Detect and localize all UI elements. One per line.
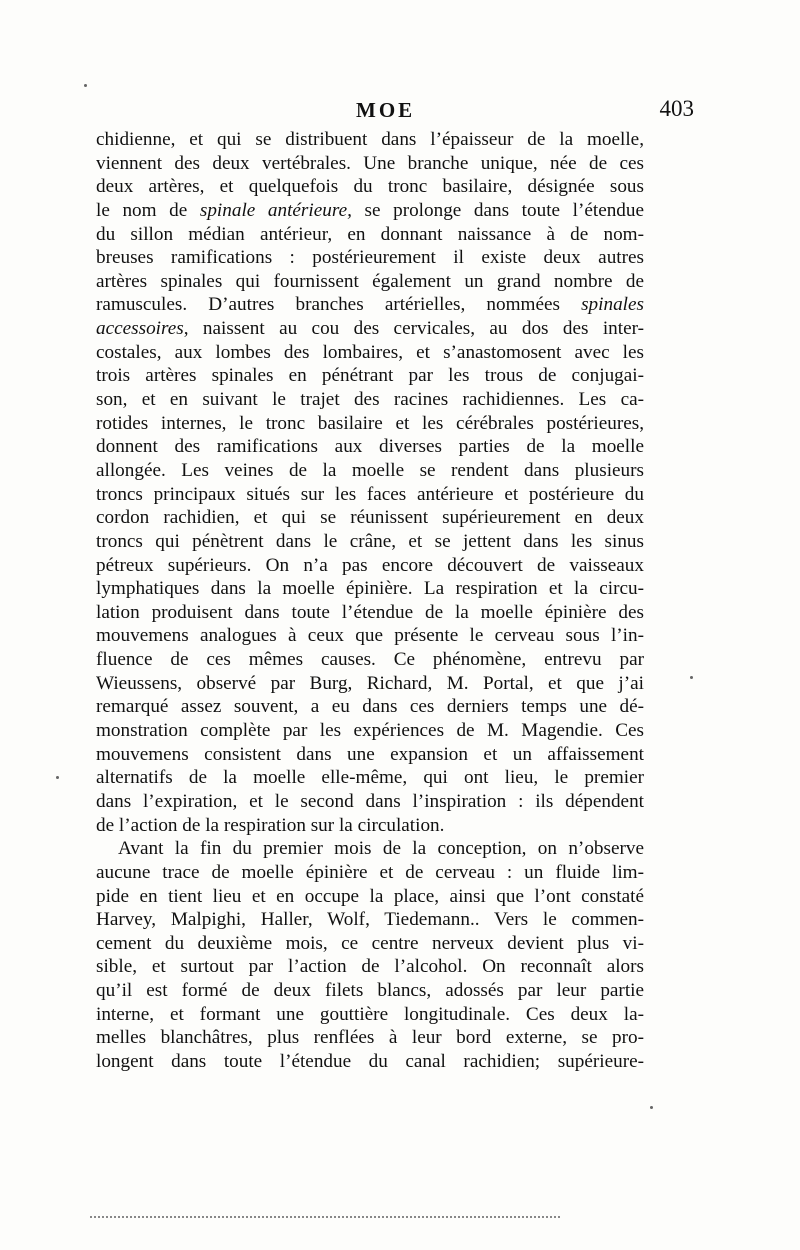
text-line: interne, et formant une gouttière longitudinale. Ces deux la- [96, 1003, 644, 1025]
text-line: costales, aux lombes des lombaires, et s’anastomosent avec les [96, 341, 644, 363]
running-head: MOE [356, 98, 416, 122]
page-header [80, 96, 694, 128]
print-speck [56, 776, 59, 779]
text-line: mouvemens analogues à ceux que présente le cerveau sous l’in- [96, 625, 644, 647]
paragraph [96, 837, 644, 1073]
text-line: pide en tient lieu et en occupe la place, ainsi que l’ont constaté [96, 885, 644, 907]
text-line: deux artères, et quelquefois du tronc basilaire, désignée sous [96, 176, 644, 198]
text-line: alternatifs de la moelle elle-même, qui ont lieu, le premier [96, 767, 644, 789]
text-line: ramuscules. D’autres branches artérielles, nommées spinales [96, 294, 644, 316]
text-line: son, et en suivant le trajet des racines rachidiennes. Les ca- [96, 389, 644, 411]
body-text [96, 128, 644, 1074]
text-line: fluence de ces mêmes causes. Ce phénomène, entrevu par [96, 649, 644, 671]
text-line: pétreux supérieurs. On n’a pas encore découvert de vaisseaux [96, 554, 644, 576]
text-line: le nom de spinale antérieure, se prolonge dans toute l’étendue [96, 199, 645, 221]
text-line: monstration complète par les expériences de M. Magendie. Ces [96, 720, 644, 742]
text-line: Harvey, Malpighi, Haller, Wolf, Tiedemann.. Vers le commen- [96, 909, 644, 931]
text-line: de l’action de la respiration sur la circulation. [96, 814, 445, 836]
footer-rule [90, 1216, 560, 1218]
text-line: lation produisent dans toute l’étendue de la moelle épinière des [96, 601, 644, 623]
text-line: remarqué assez souvent, a eu dans ces derniers temps une dé- [96, 696, 644, 718]
text-line: breuses ramifications : postérieurement il existe deux autres [96, 247, 644, 269]
print-speck [690, 676, 693, 679]
text-line: trois artères spinales en pénétrant par les trous de conjugai- [96, 365, 644, 387]
text-line: lymphatiques dans la moelle épinière. La respiration et la circu- [96, 578, 644, 600]
text-line: donnent des ramifications aux diverses parties de la moelle [96, 436, 644, 458]
text-line: troncs qui pénètrent dans le crâne, et se jettent dans les sinus [96, 530, 644, 552]
text-line: cordon rachidien, et qui se réunissent supérieurement en deux [96, 507, 644, 529]
text-line: du sillon médian antérieur, en donnant naissance à de nom- [96, 223, 644, 245]
text-line: sible, et surtout par l’action de l’alcohol. On reconnaît alors [96, 956, 644, 978]
text-line: longent dans toute l’étendue du canal rachidien; supérieure- [96, 1050, 644, 1072]
text-line: qu’il est formé de deux filets blancs, adossés par leur partie [96, 980, 644, 1002]
text-line: chidienne, et qui se distribuent dans l’épaisseur de la moelle, [96, 129, 644, 150]
text-line: melles blanchâtres, plus renflées à leur bord externe, se pro- [96, 1027, 644, 1049]
text-line: rotides internes, le tronc basilaire et les cérébrales postérieures, [96, 412, 644, 434]
text-line: Wieussens, observé par Burg, Richard, M. Portal, et que j’ai [96, 672, 644, 694]
text-line: aucune trace de moelle épinière et de cerveau : un fluide lim- [96, 861, 644, 883]
page-number: 403 [659, 96, 694, 121]
text-line: mouvemens consistent dans une expansion et un affaissement [96, 743, 644, 765]
text-line: accessoires, naissent au cou des cervicales, au dos des inter- [96, 318, 644, 340]
text-line: artères spinales qui fournissent également un grand nombre de [96, 270, 644, 292]
text-line: troncs principaux situés sur les faces antérieure et postérieure du [96, 483, 644, 505]
text-line: allongée. Les veines de la moelle se rendent dans plusieurs [96, 459, 644, 481]
print-speck [650, 1106, 653, 1109]
print-speck [84, 84, 87, 87]
text-line: viennent des deux vertébrales. Une branche unique, née de ces [96, 152, 644, 174]
paragraph [96, 128, 644, 837]
text-line: Avant la fin du premier mois de la conception, on n’observe [118, 838, 644, 860]
text-line: cement du deuxième mois, ce centre nerveux devient plus vi- [96, 932, 644, 954]
text-line: dans l’expiration, et le second dans l’inspiration : ils dépendent [96, 790, 644, 812]
